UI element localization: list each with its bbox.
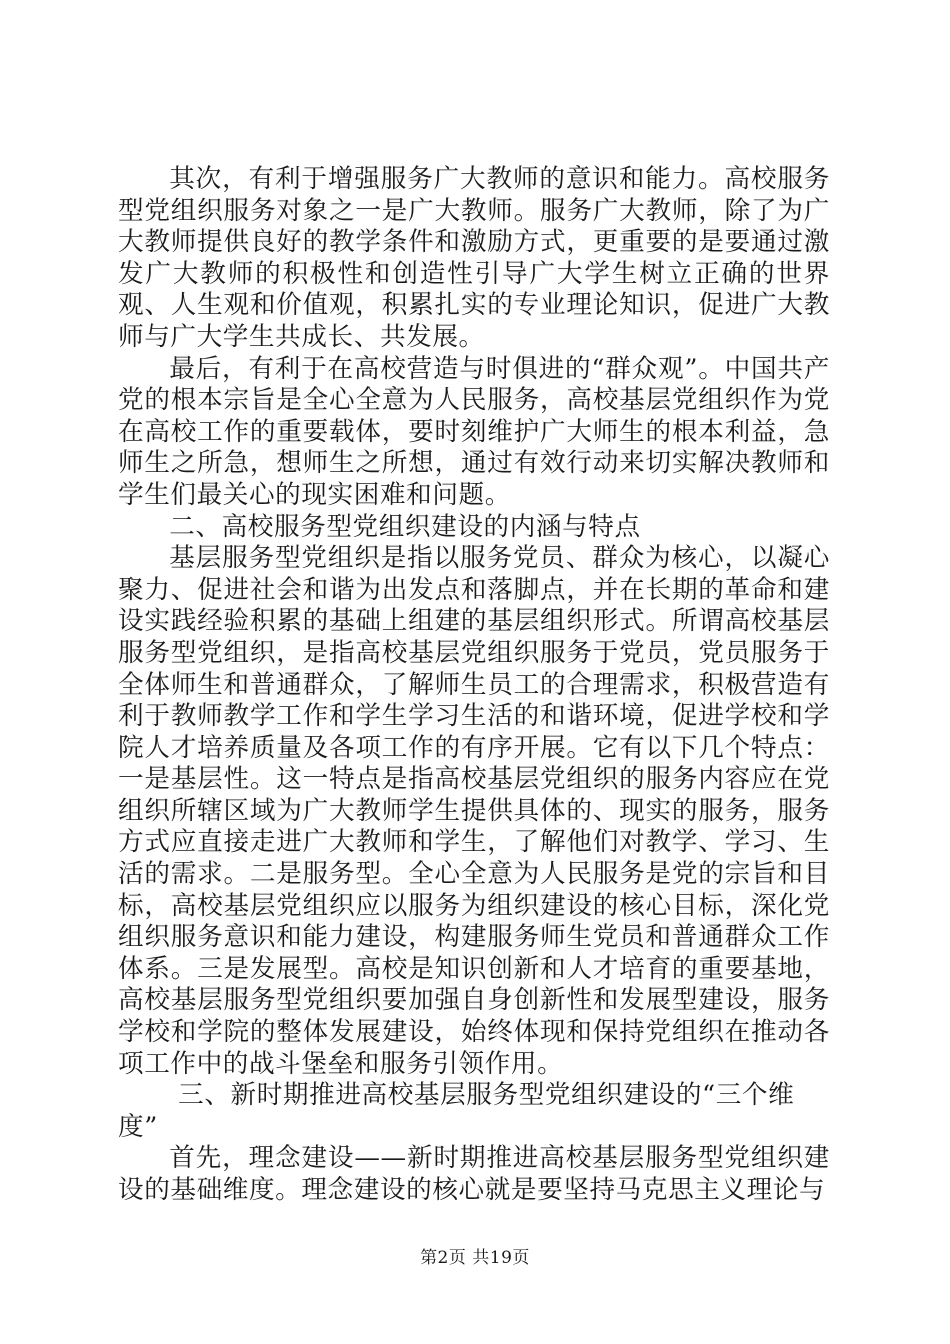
- paragraph-finally: 最后，有利于在高校营造与时俱进的“群众观”。中国共产党的根本宗旨是全心全意为人民服务，高校基层党组织作为党在高校工作的重要载体，要时刻维护广大师生的根本利益，急师生之所急，想师生之所想，通过有效行动来切实解决教师和学生们最关心的现实困难和问题。: [118, 353, 830, 510]
- paragraph-definition: 基层服务型党组织是指以服务党员、群众为核心，以凝心聚力、促进社会和谐为出发点和落脚点，并在长期的革命和建设实践经验积累的基础上组建的基层组织形式。所谓高校基层服务型党组织，是指高校基层党组织服务于党员，党员服务于全体师生和普通群众，了解师生员工的合理需求，积极营造有利于教师教学工作和学生学习生活的和谐环境，促进学校和学院人才培养质量及各项工作的有序开展。它有以下几个特点：一是基层性。这一特点是指高校基层党组织的服务内容应在党组织所辖区域为广大教师学生提供具体的、现实的服务，服务方式应直接走进广大教师和学生，了解他们对教学、学习、生活的需求。二是服务型。全心全意为人民服务是党的宗旨和目标，高校基层党组织应以服务为组织建设的核心目标，深化党组织服务意识和能力建设，构建服务师生党员和普通群众工作体系。三是发展型。高校是知识创新和人才培育的重要基地，高校基层服务型党组织要加强自身创新性和发展型建设，服务学校和学院的整体发展建设，始终体现和保持党组织在推动各项工作中的战斗堡垒和服务引领作用。: [118, 543, 830, 1079]
- section-heading-3: 三、新时期推进高校基层服务型党组织建设的“三个维度”: [118, 1080, 795, 1142]
- page-footer: 第2页 共19页: [420, 1248, 530, 1268]
- paragraph-secondly: 其次，有利于增强服务广大教师的意识和能力。高校服务型党组织服务对象之一是广大教师。服务广大教师，除了为广大教师提供良好的教学条件和激励方式，更重要的是要通过激发广大教师的积极性和创造性引导广大学生树立正确的世界观、人生观和价值观，积累扎实的专业理论知识，促进广大教师与广大学生共成长、共发展。: [118, 164, 830, 352]
- section-heading-2: 二、高校服务型党组织建设的内涵与特点: [169, 511, 641, 542]
- document-body: [118, 164, 830, 1207]
- paragraph-first-dimension: 首先，理念建设——新时期推进高校基层服务型党组织建设的基础维度。理念建设的核心就是要坚持马克思主义理论与: [118, 1143, 830, 1205]
